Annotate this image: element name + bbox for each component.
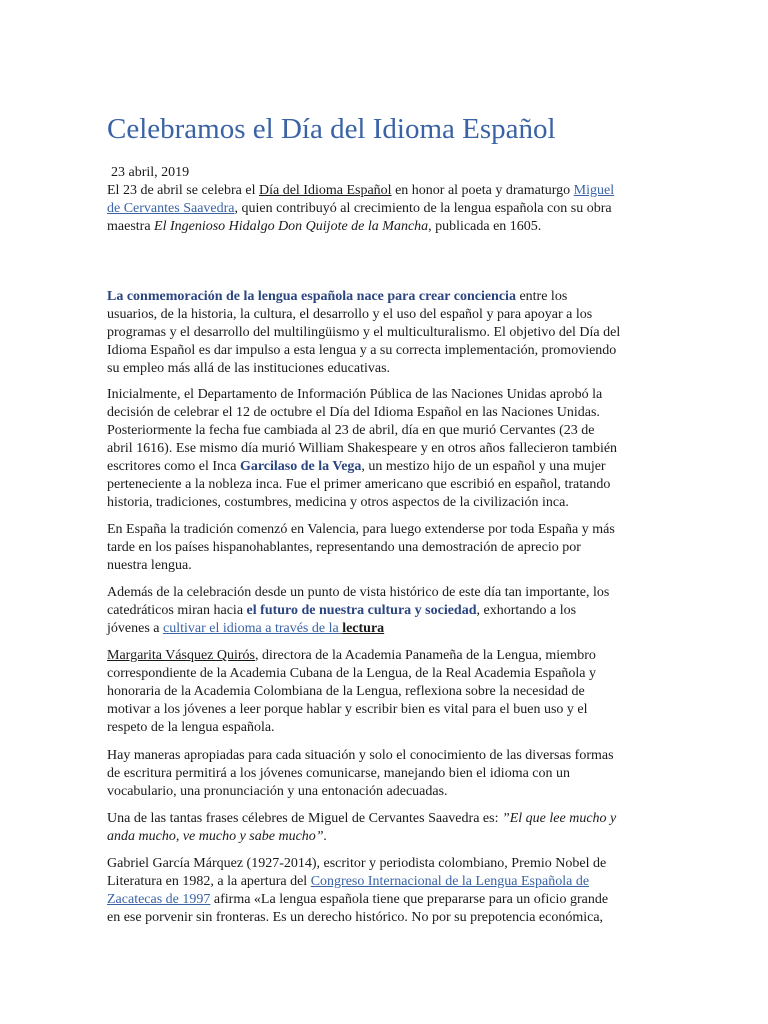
paragraph-maneras bbox=[107, 747, 663, 801]
text-line: abril 1616). Ese mismo día murió William Shakespeare y en otros años fallecieron también bbox=[107, 441, 618, 456]
article-date: 23 abril, 2019 bbox=[111, 165, 190, 180]
paragraph-historia bbox=[107, 386, 663, 512]
text-line: en ese porvenir sin fronteras. Es un derecho histórico. No por su prepotencia económica, bbox=[107, 910, 604, 925]
dia-idioma-link[interactable]: Día del Idioma Español bbox=[258, 183, 392, 198]
text-line: vocabulario, una pronunciación y una entonación adecuadas. bbox=[107, 784, 448, 799]
text-line: tarde en los países hispanohablantes, representando una demostración de aprecio por bbox=[107, 540, 581, 555]
text-line: motivar a los jóvenes a leer porque hablar y escribir bien es vital para el buen uso y el bbox=[107, 702, 588, 717]
text-line: En España la tradición comenzó en Valencia, para luego extenderse por toda España y más bbox=[107, 522, 615, 537]
congreso-link[interactable]: Congreso Internacional de la Lengua Española de bbox=[310, 874, 590, 889]
congreso-link-cont[interactable]: Zacatecas de 1997 bbox=[107, 892, 211, 907]
text-line: usuarios, de la historia, la cultura, el desarrollo y el uso del español y para apoyar a los bbox=[107, 307, 593, 322]
text-line: decisión de celebrar el 12 de octubre el Día del Idioma Español en las Naciones Unidas. bbox=[107, 405, 600, 420]
lectura-link[interactable]: lectura bbox=[342, 621, 385, 636]
text-line: correspondiente de la Academia Cubana de la Lengua, de la Real Academia Española y bbox=[107, 666, 597, 681]
futuro-highlight: el futuro de nuestra cultura y sociedad bbox=[246, 603, 477, 618]
article-title: Celebramos el Día del Idioma Español bbox=[107, 113, 556, 145]
text: escritores como el Inca bbox=[107, 459, 240, 474]
text: en honor al poeta y dramaturgo bbox=[391, 183, 574, 198]
quijote-title: El Ingenioso Hidalgo Don Quijote de la Mancha bbox=[154, 219, 429, 234]
text-line: Inicialmente, el Departamento de Información Pública de las Naciones Unidas aprobó la bbox=[107, 387, 603, 402]
text-line: Además de la celebración desde un punto de vista histórico de este día tan importante, los bbox=[107, 585, 610, 600]
text: maestra bbox=[107, 219, 155, 234]
paragraph-garcia-marquez bbox=[107, 855, 663, 927]
paragraph-frase bbox=[107, 810, 663, 846]
text-line: Idioma Español es dar impulso a esta lengua y a su correcta implementación, promoviendo bbox=[107, 343, 617, 358]
text-line: Posteriormente la fecha fue cambiada al 23 de abril, día en que murió Cervantes (23 de bbox=[107, 423, 595, 438]
text-line: historia, tradiciones, costumbres, medicina y otros aspectos de la civilización inca. bbox=[107, 495, 569, 510]
cultivar-idioma-link[interactable]: cultivar el idioma a través de la bbox=[162, 621, 343, 636]
paragraph-margarita bbox=[107, 647, 663, 737]
quote-text: anda mucho, ve mucho y sabe mucho”. bbox=[107, 829, 328, 844]
text-line: su empleo más allá de las instituciones educativas. bbox=[107, 361, 391, 376]
text: , directora de la Academia Panameña de la Lengua, miembro bbox=[255, 648, 596, 663]
paragraph-conmemoracion bbox=[107, 288, 663, 378]
text-line: Hay maneras apropiadas para cada situación y solo el conocimiento de las diversas formas bbox=[107, 748, 614, 763]
highlight-text: La conmemoración de la lengua española nace para crear conciencia bbox=[107, 289, 516, 304]
text-line: de escritura permitirá a los jóvenes comunicarse, manejando bien el idioma con un bbox=[107, 766, 571, 781]
text: Una de las tantas frases célebres de Miguel de Cervantes Saavedra es: bbox=[107, 811, 502, 826]
margarita-link[interactable]: Margarita Vásquez Quirós bbox=[107, 648, 255, 663]
text-line: honoraria de la Academia Colombiana de la Lengua, reflexiona sobre la necesidad de bbox=[107, 684, 585, 699]
text-line: perteneciente a la nobleza inca. Fue el primer americano que escribió en español, tratando bbox=[107, 477, 611, 492]
text: , publicada en 1605. bbox=[428, 219, 542, 234]
text: El 23 de abril se celebra el bbox=[107, 183, 259, 198]
paragraph-futuro bbox=[107, 584, 663, 638]
paragraph-intro bbox=[107, 182, 663, 236]
text: , quien contribuyó al crecimiento de la lengua española con su obra bbox=[234, 201, 612, 216]
text: catedráticos miran hacia bbox=[107, 603, 247, 618]
garcilaso-highlight: Garcilaso de la Vega bbox=[239, 459, 362, 474]
paragraph-valencia bbox=[107, 521, 663, 575]
cervantes-link-cont[interactable]: de Cervantes Saavedra bbox=[107, 201, 235, 216]
text-line: respeto de la lengua española. bbox=[107, 720, 275, 735]
cervantes-link[interactable]: Miguel bbox=[573, 183, 615, 198]
text: Literatura en 1982, a la apertura del bbox=[107, 874, 311, 889]
text-line: programas y el desarrollo del multilingüismo y el multiculturalismo. El objetivo del Día del bbox=[107, 325, 621, 340]
text-line: Gabriel García Márquez (1927-2014), escritor y periodista colombiano, Premio Nobel de bbox=[107, 856, 607, 871]
text: , exhortando a los bbox=[476, 603, 577, 618]
text: afirma «La lengua española tiene que prepararse para un oficio grande bbox=[210, 892, 609, 907]
text-line: nuestra lengua. bbox=[107, 558, 192, 573]
text: entre los bbox=[515, 289, 568, 304]
quote-text: ”El que lee mucho y bbox=[501, 811, 617, 826]
text: , un mestizo hijo de un español y una mujer bbox=[361, 459, 606, 474]
text: jóvenes a bbox=[107, 621, 163, 636]
